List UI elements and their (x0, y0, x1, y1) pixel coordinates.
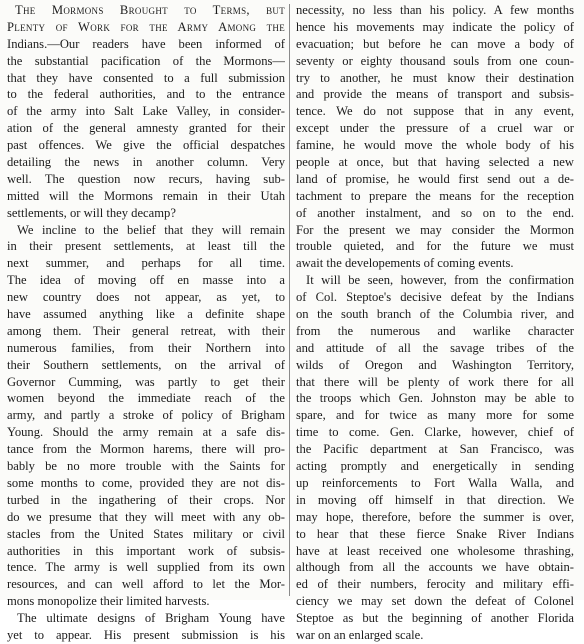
text-line: ciency we may set down the defeat of Colonel (296, 594, 574, 609)
text-line: Governor Cumming, was partly to get their (7, 374, 285, 389)
text-line: detailing the news in another column. Very (7, 155, 285, 170)
text-line: resources, and can well afford to let the Mor- (7, 577, 285, 592)
paragraph-steptoe (296, 272, 574, 644)
text-line: necessity, no less than his policy. A few months (296, 3, 574, 17)
text-line: numerous families, from their Northern into (7, 340, 285, 355)
text-line: people at once, but that having selected a new (296, 155, 574, 170)
text-line: yet to appear. His present submission is his (7, 627, 285, 642)
text-line: have at least received one wholesome thrashing, (296, 543, 574, 558)
text-line: although from all the accounts we have obtain- (296, 560, 574, 575)
heading-line: The Mormons Brought to Terms, but (15, 3, 285, 17)
text-line: ed of their numbers, ferocity and military effi- (296, 577, 574, 592)
paragraph-evacuation (296, 2, 574, 272)
text-line: of Col. Steptoe's decisive defeat by the Indians (296, 290, 574, 305)
text-line: well. The question now recurs, having sub- (7, 171, 285, 186)
text-line: do we presume that they will meet with any ob- (7, 509, 285, 524)
text-line: spare, and for twice as many more for some (296, 408, 574, 423)
text-line: except under the pressure of a cruel war or (296, 121, 574, 136)
text-line: that there will be plenty of work there for all (296, 374, 574, 389)
text-line: may hope, therefore, before the summer is over, (296, 509, 574, 524)
text-line: Steptoe as but the beginning of another Florida (296, 611, 574, 626)
text-line: among them. Their general retreat, with their (7, 323, 285, 338)
text-line: stacles from the United States military or civil (7, 526, 285, 541)
text-line: in moving off himself in that direction. We (296, 492, 574, 507)
text-line: acting promptly and energetically in sending (296, 459, 574, 474)
text-line: and attitude of all the savage tribes of the (296, 340, 574, 355)
text-line: the substantial pacification of the Mormons— (7, 53, 285, 68)
text-line: time to come. Gen. Clarke, however, chief of (296, 425, 574, 440)
text-line: from the numerous and warlike character (296, 323, 574, 338)
text-line: turbed in the ingathering of their crops. Nor (7, 492, 285, 507)
text-line: land of promise, he would first send out a de- (296, 171, 574, 186)
text-line: of the army into Salt Lake Valley, in consider- (7, 104, 285, 119)
text-line: the troops which Gen. Johnston may be able to (296, 391, 574, 406)
left-column (7, 2, 285, 644)
heading-line: Plenty of Work for the Army Among the (7, 19, 285, 34)
column-divider (289, 4, 290, 596)
text-line: tachment to prepare the means for the reception (296, 188, 574, 203)
text-line: We incline to the belief that they will remain (17, 222, 285, 237)
paragraph-settlements (7, 222, 285, 610)
text-line: women beyond the immediate reach of the (7, 391, 285, 406)
text-line: and provide the means of transport and subsis- (296, 87, 574, 102)
text-line: mons monopolize their limited harvests. (7, 594, 210, 609)
text-line: wilds of Oregon and Washington Territory, (296, 357, 574, 372)
text-line: authorities in this important work of subsis- (7, 543, 285, 558)
text-line: bably be no more trouble with the Saints for (7, 459, 285, 474)
text-line: to the federal authorities, and to the entrance (7, 87, 285, 102)
text-line: some months to come, provided they are not dis- (7, 475, 285, 490)
text-line: Young. Should the army remain at a safe dis- (7, 425, 285, 440)
text-line: have assumed anything like a definite shape (7, 307, 285, 322)
text-line: mitted will the Mormons remain in their Utah (7, 188, 285, 203)
text-line: past offences. We give the official despatches (7, 138, 285, 153)
text-line: army, and partly a stroke of policy of Brigham (7, 408, 285, 423)
text-line: seventy or eighty thousand souls from one coun- (296, 53, 574, 68)
text-line: that they have consented to a full submission (7, 70, 285, 85)
paragraph-intro (7, 2, 285, 222)
text-line: The ultimate designs of Brigham Young have (17, 611, 285, 626)
text-line: up reinforcements to Fort Walla Walla, and (296, 475, 574, 490)
text-line: to hear that these fierce Snake River Indians (296, 526, 574, 541)
text-line: on the south branch of the Columbia river, and (296, 307, 574, 322)
text-line: Indians.—Our readers have been informed of (7, 36, 285, 51)
text-line: For the present we may consider the Mormon (296, 222, 574, 237)
text-line: settlements, or will they decamp? (7, 205, 176, 220)
text-line: tence. We do not suppose that in any event, (296, 104, 574, 119)
text-line: It will be seen, however, from the confirmation (306, 273, 574, 288)
text-line: war on an enlarged scale. (296, 627, 424, 642)
paragraph-designs (7, 610, 285, 644)
text-line: tance from the Mormon harems, there will pro- (7, 442, 285, 457)
text-line: ation of the general amnesty granted for their (7, 121, 285, 136)
text-line: hence his movements may indicate the policy of (296, 19, 574, 34)
text-line: trouble quieted, and for the future we must (296, 239, 574, 254)
text-line: try to another, he must know their destination (296, 70, 574, 85)
text-line: new country does not appear, as yet, to (7, 290, 285, 305)
text-line: of another instalment, and so on to the end. (296, 205, 574, 220)
text-line: the Pacific department at San Francisco, was (296, 442, 574, 457)
text-line: next summer, and perhaps for all time. (7, 256, 285, 271)
text-line: in their present settlements, at least till the (7, 239, 285, 254)
right-column (296, 2, 574, 644)
text-line: famine, he would move the whole body of his (296, 138, 574, 153)
text-line: tence. The army is well supplied from its own (7, 560, 285, 575)
text-line: The idea of moving off en masse into a (7, 273, 285, 288)
text-line: evacuation; but before he can move a body of (296, 36, 574, 51)
text-line: their Southern settlements, on the arrival of (7, 357, 285, 372)
text-line: await the developements of coming events. (296, 256, 514, 271)
